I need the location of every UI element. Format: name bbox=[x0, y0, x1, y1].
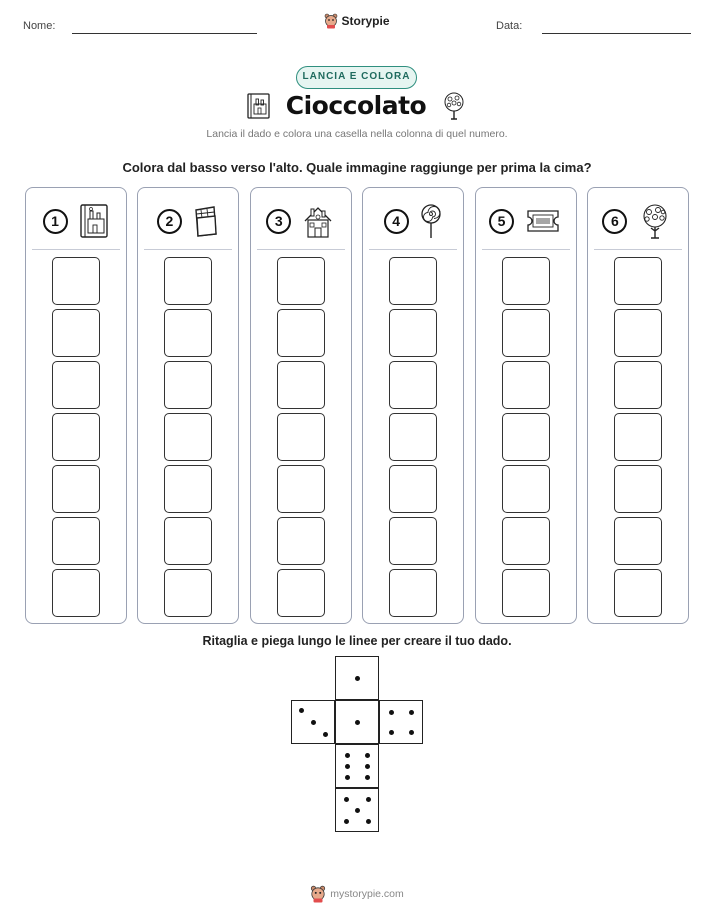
color-box[interactable] bbox=[502, 413, 550, 461]
box-stack bbox=[251, 257, 351, 617]
die-face-left bbox=[291, 700, 335, 744]
question: Colora dal basso verso l'alto. Quale immagine raggiunge per prima la cima? bbox=[122, 160, 592, 175]
column-number: 4 bbox=[384, 209, 409, 234]
pip bbox=[344, 819, 349, 824]
color-box[interactable] bbox=[277, 309, 325, 357]
die-face-bottom-2 bbox=[335, 788, 379, 832]
color-box[interactable] bbox=[277, 517, 325, 565]
brand bbox=[0, 13, 714, 34]
color-box[interactable] bbox=[502, 517, 550, 565]
footer bbox=[0, 885, 714, 908]
color-box[interactable] bbox=[389, 257, 437, 305]
color-box[interactable] bbox=[164, 465, 212, 513]
column-header bbox=[251, 198, 351, 244]
column-divider bbox=[594, 249, 682, 250]
color-box[interactable] bbox=[389, 517, 437, 565]
color-box[interactable] bbox=[389, 465, 437, 513]
color-box[interactable] bbox=[614, 517, 662, 565]
pip bbox=[345, 775, 350, 780]
column-6 bbox=[587, 187, 689, 624]
candy-tree-icon bbox=[440, 92, 468, 120]
footer-url[interactable]: mystorypie.com bbox=[330, 888, 404, 900]
pip bbox=[355, 808, 360, 813]
column-5 bbox=[475, 187, 577, 624]
column-divider bbox=[32, 249, 120, 250]
color-box[interactable] bbox=[614, 257, 662, 305]
date-label: Data: bbox=[496, 20, 523, 32]
column-header bbox=[363, 198, 463, 244]
pip bbox=[355, 676, 360, 681]
box-stack bbox=[363, 257, 463, 617]
brand-name: Storypie bbox=[341, 14, 390, 28]
pip bbox=[366, 819, 371, 824]
column-3 bbox=[250, 187, 352, 624]
cut-instruction: Ritaglia e piega lungo le linee per creare il tuo dado. bbox=[202, 634, 512, 648]
color-box[interactable] bbox=[614, 465, 662, 513]
race-columns bbox=[25, 187, 689, 624]
die-face-top bbox=[335, 656, 379, 700]
instructions: Lancia il dado e colora una casella nella colonna di quel numero. bbox=[206, 128, 508, 140]
chocolate-factory-book-icon bbox=[78, 203, 110, 239]
storypie-logo-icon bbox=[324, 13, 338, 29]
box-stack bbox=[138, 257, 238, 617]
color-box[interactable] bbox=[164, 361, 212, 409]
color-box[interactable] bbox=[277, 257, 325, 305]
color-box[interactable] bbox=[52, 309, 100, 357]
title-row bbox=[0, 91, 714, 120]
column-1 bbox=[25, 187, 127, 624]
die-face-center bbox=[335, 700, 379, 744]
pip bbox=[299, 708, 304, 713]
color-box[interactable] bbox=[164, 413, 212, 461]
name-label: Nome: bbox=[23, 20, 56, 32]
color-box[interactable] bbox=[52, 569, 100, 617]
column-number: 5 bbox=[489, 209, 514, 234]
color-box[interactable] bbox=[52, 413, 100, 461]
column-divider bbox=[482, 249, 570, 250]
die-face-right bbox=[379, 700, 423, 744]
color-box[interactable] bbox=[164, 309, 212, 357]
color-box[interactable] bbox=[614, 309, 662, 357]
column-number: 1 bbox=[43, 209, 68, 234]
color-box[interactable] bbox=[52, 257, 100, 305]
color-box[interactable] bbox=[52, 465, 100, 513]
color-box[interactable] bbox=[277, 361, 325, 409]
box-stack bbox=[588, 257, 688, 617]
pip bbox=[345, 764, 350, 769]
pip bbox=[355, 720, 360, 725]
box-stack bbox=[26, 257, 126, 617]
storypie-logo-icon bbox=[310, 885, 326, 903]
activity-badge: LANCIA E COLORA bbox=[296, 66, 417, 89]
color-box[interactable] bbox=[277, 413, 325, 461]
pip bbox=[366, 797, 371, 802]
color-box[interactable] bbox=[277, 465, 325, 513]
color-box[interactable] bbox=[502, 569, 550, 617]
pip bbox=[365, 764, 370, 769]
pip bbox=[389, 730, 394, 735]
color-box[interactable] bbox=[502, 361, 550, 409]
color-box[interactable] bbox=[164, 569, 212, 617]
color-box[interactable] bbox=[389, 413, 437, 461]
pip bbox=[345, 753, 350, 758]
chocolate-bar-icon bbox=[192, 204, 220, 238]
pip bbox=[365, 775, 370, 780]
column-header bbox=[476, 198, 576, 244]
color-box[interactable] bbox=[164, 517, 212, 565]
lollipop-icon bbox=[419, 203, 443, 239]
color-box[interactable] bbox=[389, 309, 437, 357]
die-face-bottom-1 bbox=[335, 744, 379, 788]
color-box[interactable] bbox=[164, 257, 212, 305]
color-box[interactable] bbox=[502, 257, 550, 305]
color-box[interactable] bbox=[389, 569, 437, 617]
column-divider bbox=[257, 249, 345, 250]
box-stack bbox=[476, 257, 576, 617]
candy-tree-icon bbox=[637, 203, 673, 239]
column-divider bbox=[144, 249, 232, 250]
golden-ticket-icon bbox=[524, 207, 562, 235]
column-number: 6 bbox=[602, 209, 627, 234]
column-header bbox=[138, 198, 238, 244]
column-number: 3 bbox=[266, 209, 291, 234]
pip bbox=[323, 732, 328, 737]
candy-house-icon bbox=[301, 203, 335, 239]
color-box[interactable] bbox=[614, 569, 662, 617]
color-box[interactable] bbox=[502, 309, 550, 357]
color-box[interactable] bbox=[614, 413, 662, 461]
pip bbox=[344, 797, 349, 802]
column-number: 2 bbox=[157, 209, 182, 234]
pip bbox=[409, 730, 414, 735]
column-2 bbox=[137, 187, 239, 624]
pip bbox=[409, 710, 414, 715]
pip bbox=[389, 710, 394, 715]
color-box[interactable] bbox=[52, 517, 100, 565]
pip bbox=[365, 753, 370, 758]
page-title: Cioccolato bbox=[285, 91, 427, 120]
column-header bbox=[588, 198, 688, 244]
color-box[interactable] bbox=[277, 569, 325, 617]
column-4 bbox=[362, 187, 464, 624]
color-box[interactable] bbox=[614, 361, 662, 409]
color-box[interactable] bbox=[389, 361, 437, 409]
column-header bbox=[26, 198, 126, 244]
column-divider bbox=[369, 249, 457, 250]
chocolate-factory-book-icon bbox=[246, 92, 272, 120]
color-box[interactable] bbox=[52, 361, 100, 409]
pip bbox=[311, 720, 316, 725]
date-line bbox=[542, 33, 691, 34]
color-box[interactable] bbox=[502, 465, 550, 513]
